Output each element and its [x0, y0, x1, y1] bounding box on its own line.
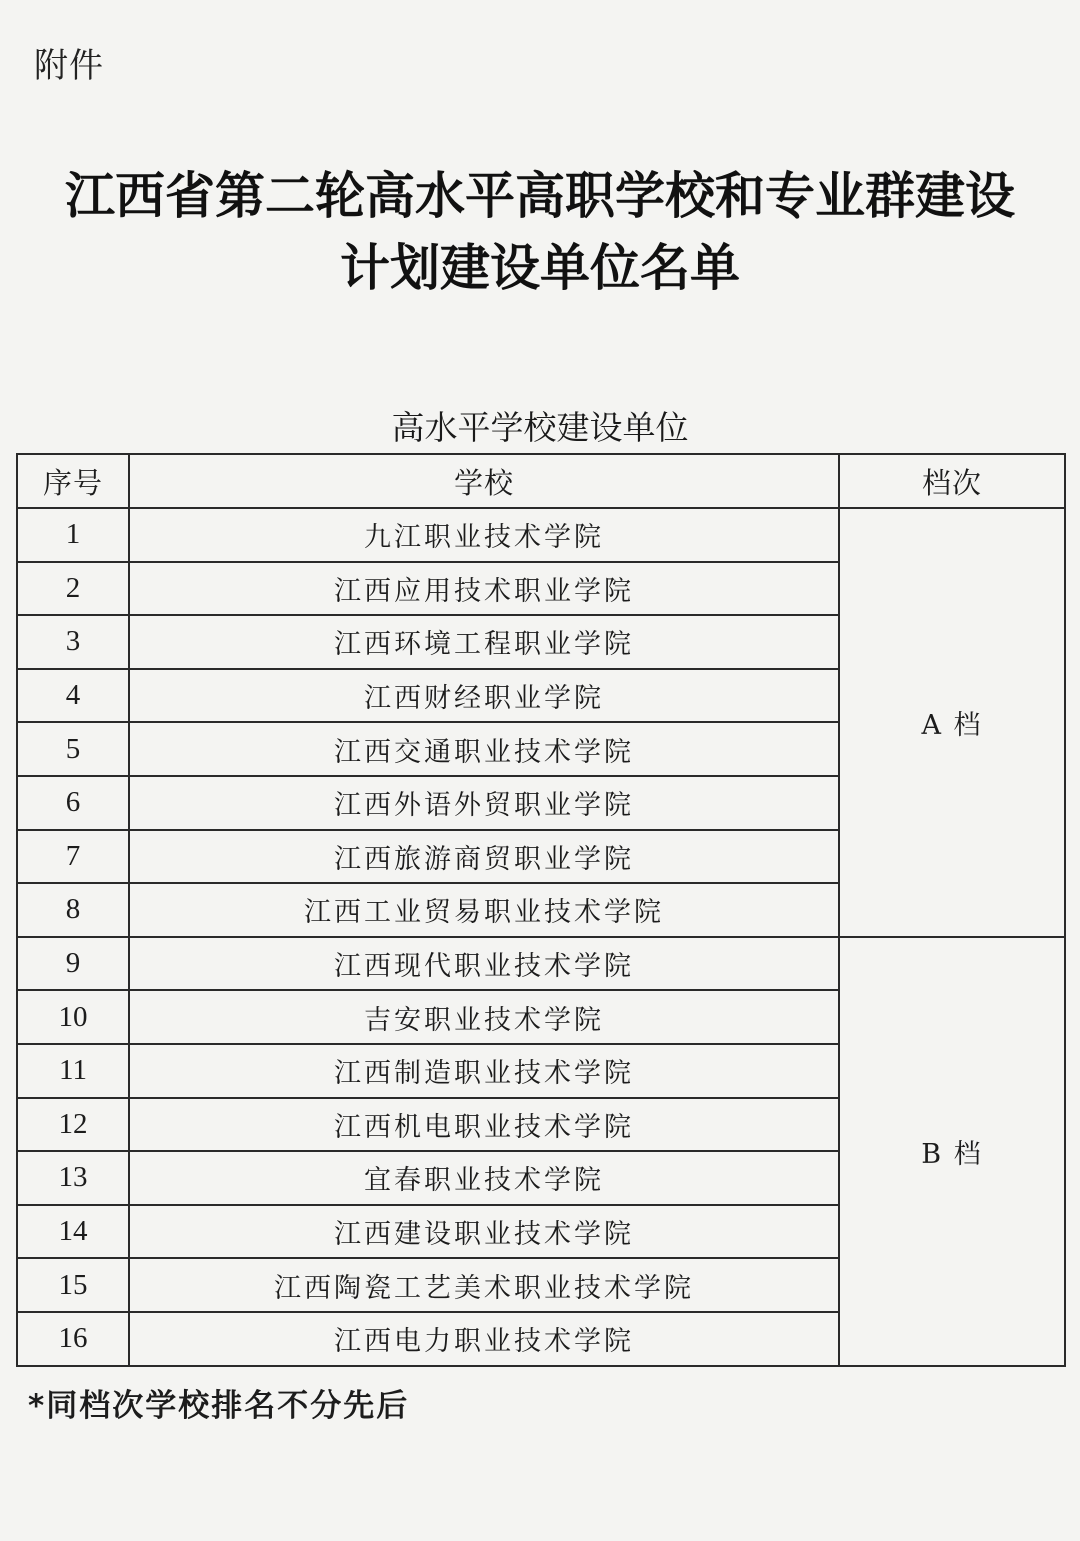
footnote: *同档次学校排名不分先后 [28, 1388, 410, 1424]
document-title-line-1: 江西省第二轮高水平高职学校和专业群建设 [65, 166, 1015, 225]
row-school: 江西外语外贸职业学院 [129, 776, 839, 830]
table-header-row [17, 454, 1065, 508]
table-row [17, 508, 1065, 562]
row-index: 14 [17, 1205, 129, 1259]
row-index: 1 [17, 508, 129, 562]
tier-a-cell: A 档 [839, 508, 1065, 937]
row-index: 5 [17, 722, 129, 776]
row-index: 10 [17, 990, 129, 1044]
row-index: 13 [17, 1151, 129, 1205]
row-school: 江西机电职业技术学院 [129, 1098, 839, 1152]
header-index: 序号 [17, 454, 129, 508]
row-index: 3 [17, 615, 129, 669]
header-school: 学校 [129, 454, 839, 508]
row-school: 江西电力职业技术学院 [129, 1312, 839, 1366]
row-index: 8 [17, 883, 129, 937]
document-title-line-2: 计划建设单位名单 [340, 238, 740, 297]
attachment-label: 附件 [34, 46, 104, 86]
row-school: 江西环境工程职业学院 [129, 615, 839, 669]
row-school: 江西财经职业学院 [129, 669, 839, 723]
row-school: 吉安职业技术学院 [129, 990, 839, 1044]
row-school: 江西应用技术职业学院 [129, 562, 839, 616]
row-index: 6 [17, 776, 129, 830]
row-school: 江西工业贸易职业技术学院 [129, 883, 839, 937]
section-title: 高水平学校建设单位 [391, 408, 689, 447]
row-index: 15 [17, 1258, 129, 1312]
row-school: 江西现代职业技术学院 [129, 937, 839, 991]
document-title [0, 160, 1080, 304]
school-list-table [16, 453, 1066, 1367]
header-tier: 档次 [839, 454, 1065, 508]
row-school: 江西制造职业技术学院 [129, 1044, 839, 1098]
row-school: 宜春职业技术学院 [129, 1151, 839, 1205]
row-index: 11 [17, 1044, 129, 1098]
row-index: 12 [17, 1098, 129, 1152]
row-school: 江西建设职业技术学院 [129, 1205, 839, 1259]
row-school: 江西旅游商贸职业学院 [129, 830, 839, 884]
table-row [17, 937, 1065, 991]
tier-b-cell: B 档 [839, 937, 1065, 1366]
row-index: 4 [17, 669, 129, 723]
row-index: 7 [17, 830, 129, 884]
row-index: 9 [17, 937, 129, 991]
row-index: 2 [17, 562, 129, 616]
row-index: 16 [17, 1312, 129, 1366]
row-school: 九江职业技术学院 [129, 508, 839, 562]
row-school: 江西陶瓷工艺美术职业技术学院 [129, 1258, 839, 1312]
row-school: 江西交通职业技术学院 [129, 722, 839, 776]
